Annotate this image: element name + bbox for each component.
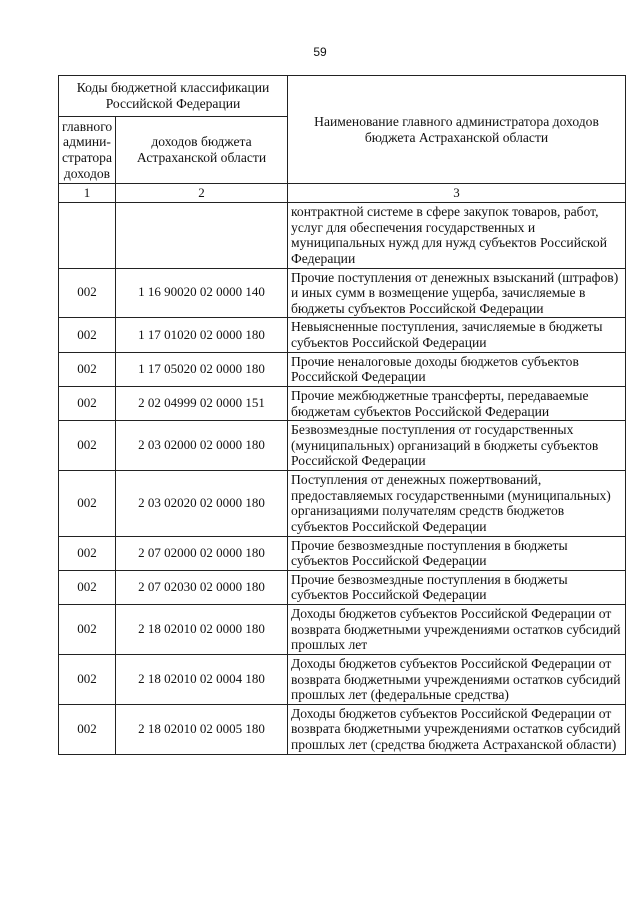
income-code-cell: 2 18 02010 02 0005 180 bbox=[116, 704, 288, 754]
income-name-cell: Доходы бюджетов субъектов Российской Федерации от возврата бюджетными учреждениями остатков субсидий прошлых лет (средства бюджета Астраханской области) bbox=[288, 704, 626, 754]
income-name-cell: Доходы бюджетов субъектов Российской Федерации от возврата бюджетными учреждениями остатков субсидий прошлых лет bbox=[288, 605, 626, 655]
income-code-cell: 2 18 02010 02 0004 180 bbox=[116, 654, 288, 704]
admin-code-cell: 002 bbox=[59, 421, 116, 471]
income-name-cell: Прочие неналоговые доходы бюджетов субъектов Российской Федерации bbox=[288, 352, 626, 386]
income-code-cell bbox=[116, 203, 288, 269]
income-code-cell: 2 07 02030 02 0000 180 bbox=[116, 570, 288, 604]
income-code-cell: 2 03 02020 02 0000 180 bbox=[116, 471, 288, 537]
income-column-header: доходов бюджета Астраханской области bbox=[116, 117, 288, 184]
admin-code-cell: 002 bbox=[59, 352, 116, 386]
income-name-cell: Прочие безвозмездные поступления в бюджеты субъектов Российской Федерации bbox=[288, 536, 626, 570]
column-number: 2 bbox=[116, 184, 288, 203]
admin-code-cell: 002 bbox=[59, 318, 116, 352]
admin-code-cell: 002 bbox=[59, 536, 116, 570]
admin-code-cell: 002 bbox=[59, 654, 116, 704]
table-row bbox=[59, 570, 626, 604]
admin-code-cell: 002 bbox=[59, 471, 116, 537]
budget-classification-table bbox=[58, 75, 626, 755]
column-number: 1 bbox=[59, 184, 116, 203]
income-name-cell: контрактной системе в сфере закупок товаров, работ, услуг для обеспечения государственных и муниципальных нужд для нужд субъектов Российской Федерации bbox=[288, 203, 626, 269]
table-row bbox=[59, 536, 626, 570]
income-code-cell: 2 03 02000 02 0000 180 bbox=[116, 421, 288, 471]
table-row bbox=[59, 654, 626, 704]
admin-code-cell: 002 bbox=[59, 570, 116, 604]
table-row bbox=[59, 318, 626, 352]
table-row bbox=[59, 605, 626, 655]
kbk-group-header: Коды бюджетной классификации Российской Федерации bbox=[59, 76, 288, 117]
income-name-cell: Доходы бюджетов субъектов Российской Федерации от возврата бюджетными учреждениями остатков субсидий прошлых лет (федеральные средства) bbox=[288, 654, 626, 704]
income-code-cell: 1 17 01020 02 0000 180 bbox=[116, 318, 288, 352]
name-column-header: Наименование главного администратора доходов бюджета Астраханской области bbox=[288, 76, 626, 184]
admin-code-cell: 002 bbox=[59, 704, 116, 754]
column-number: 3 bbox=[288, 184, 626, 203]
admin-code-cell: 002 bbox=[59, 386, 116, 420]
table-row bbox=[59, 352, 626, 386]
admin-code-cell: 002 bbox=[59, 268, 116, 318]
table-row bbox=[59, 203, 626, 269]
admin-column-header: главного админи-стратора доходов bbox=[59, 117, 116, 184]
income-code-cell: 1 17 05020 02 0000 180 bbox=[116, 352, 288, 386]
income-name-cell: Прочие поступления от денежных взысканий (штрафов) и иных сумм в возмещение ущерба, зачисляемые в бюджеты субъектов Российской Федерации bbox=[288, 268, 626, 318]
income-name-cell: Безвозмездные поступления от государственных (муниципальных) организаций в бюджеты субъектов Российской Федерации bbox=[288, 421, 626, 471]
income-name-cell: Поступления от денежных пожертвований, предоставляемых государственными (муниципальных) организациями получателям средств бюджетов субъектов Российской Федерации bbox=[288, 471, 626, 537]
table-row bbox=[59, 471, 626, 537]
income-name-cell: Прочие межбюджетные трансферты, передаваемые бюджетам субъектов Российской Федерации bbox=[288, 386, 626, 420]
admin-code-cell bbox=[59, 203, 116, 269]
income-name-cell: Невыясненные поступления, зачисляемые в бюджеты субъектов Российской Федерации bbox=[288, 318, 626, 352]
income-name-cell: Прочие безвозмездные поступления в бюджеты субъектов Российской Федерации bbox=[288, 570, 626, 604]
income-code-cell: 2 02 04999 02 0000 151 bbox=[116, 386, 288, 420]
income-code-cell: 1 16 90020 02 0000 140 bbox=[116, 268, 288, 318]
income-code-cell: 2 07 02000 02 0000 180 bbox=[116, 536, 288, 570]
income-code-cell: 2 18 02010 02 0000 180 bbox=[116, 605, 288, 655]
column-number-row bbox=[59, 184, 626, 203]
table-row bbox=[59, 421, 626, 471]
page-number: 59 bbox=[313, 45, 327, 59]
admin-code-cell: 002 bbox=[59, 605, 116, 655]
table-row bbox=[59, 268, 626, 318]
table-row bbox=[59, 704, 626, 754]
table-row bbox=[59, 386, 626, 420]
